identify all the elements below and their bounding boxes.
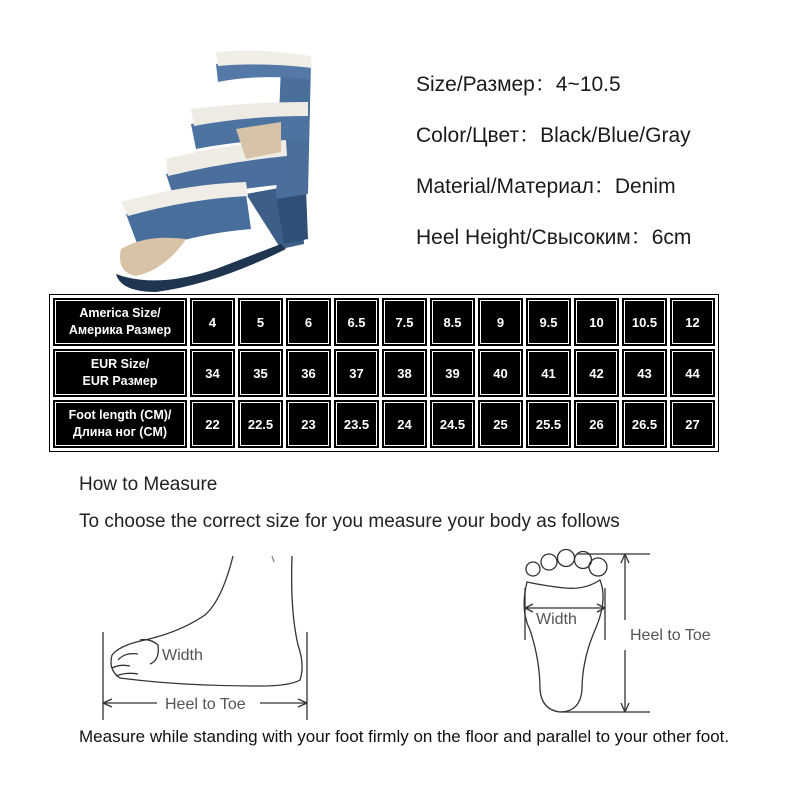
table-cell: 24.5 bbox=[430, 400, 475, 448]
spec-material: Material/Материал：Denim bbox=[416, 175, 676, 198]
table-cell: 22.5 bbox=[238, 400, 283, 448]
row-header: Foot length (CM)/ Длина ног (CM) bbox=[53, 400, 187, 448]
table-cell: 9 bbox=[478, 298, 523, 346]
table-cell: 26.5 bbox=[622, 400, 667, 448]
spec-size: Size/Размер：4~10.5 bbox=[416, 73, 621, 96]
row-header: America Size/ Америка Размер bbox=[53, 298, 187, 346]
table-cell: 36 bbox=[286, 349, 331, 397]
table-cell: 40 bbox=[478, 349, 523, 397]
spec-color: Color/Цвет：Black/Blue/Gray bbox=[416, 124, 691, 147]
side-length-label: Heel to Toe bbox=[165, 696, 246, 713]
table-row-eur-size bbox=[53, 349, 715, 397]
side-width-label: Width bbox=[162, 647, 203, 664]
how-to-measure-subtitle: To choose the correct size for you measure your body as follows bbox=[79, 511, 620, 532]
table-cell: 24 bbox=[382, 400, 427, 448]
table-cell: 38 bbox=[382, 349, 427, 397]
top-length-label: Heel to Toe bbox=[630, 627, 711, 644]
table-cell: 34 bbox=[190, 349, 235, 397]
measure-note: Measure while standing with your foot firmly on the floor and parallel to your other foot. bbox=[79, 727, 730, 746]
table-cell: 4 bbox=[190, 298, 235, 346]
table-cell: 41 bbox=[526, 349, 571, 397]
row-header: EUR Size/ EUR Размер bbox=[53, 349, 187, 397]
table-cell: 6 bbox=[286, 298, 331, 346]
table-cell: 10.5 bbox=[622, 298, 667, 346]
table-cell: 6.5 bbox=[334, 298, 379, 346]
table-cell: 35 bbox=[238, 349, 283, 397]
table-cell: 43 bbox=[622, 349, 667, 397]
table-cell: 10 bbox=[574, 298, 619, 346]
table-cell: 8.5 bbox=[430, 298, 475, 346]
product-specs bbox=[416, 70, 691, 274]
table-cell: 26 bbox=[574, 400, 619, 448]
spec-heel-height: Heel Height/Свысоким：6cm bbox=[416, 226, 692, 249]
table-cell: 12 bbox=[670, 298, 715, 346]
top-width-label: Width bbox=[536, 611, 577, 628]
table-row-america-size bbox=[53, 298, 715, 346]
foot-measure-diagram bbox=[0, 540, 800, 725]
table-cell: 25 bbox=[478, 400, 523, 448]
table-cell: 23 bbox=[286, 400, 331, 448]
table-cell: 5 bbox=[238, 298, 283, 346]
table-cell: 7.5 bbox=[382, 298, 427, 346]
table-row-foot-length bbox=[53, 400, 715, 448]
table-cell: 44 bbox=[670, 349, 715, 397]
product-image bbox=[96, 44, 336, 294]
size-chart-table bbox=[49, 294, 719, 452]
table-cell: 25.5 bbox=[526, 400, 571, 448]
table-cell: 9.5 bbox=[526, 298, 571, 346]
table-cell: 39 bbox=[430, 349, 475, 397]
table-cell: 42 bbox=[574, 349, 619, 397]
table-cell: 37 bbox=[334, 349, 379, 397]
how-to-measure-title: How to Measure bbox=[79, 474, 218, 495]
table-cell: 22 bbox=[190, 400, 235, 448]
table-cell: 23.5 bbox=[334, 400, 379, 448]
table-cell: 27 bbox=[670, 400, 715, 448]
